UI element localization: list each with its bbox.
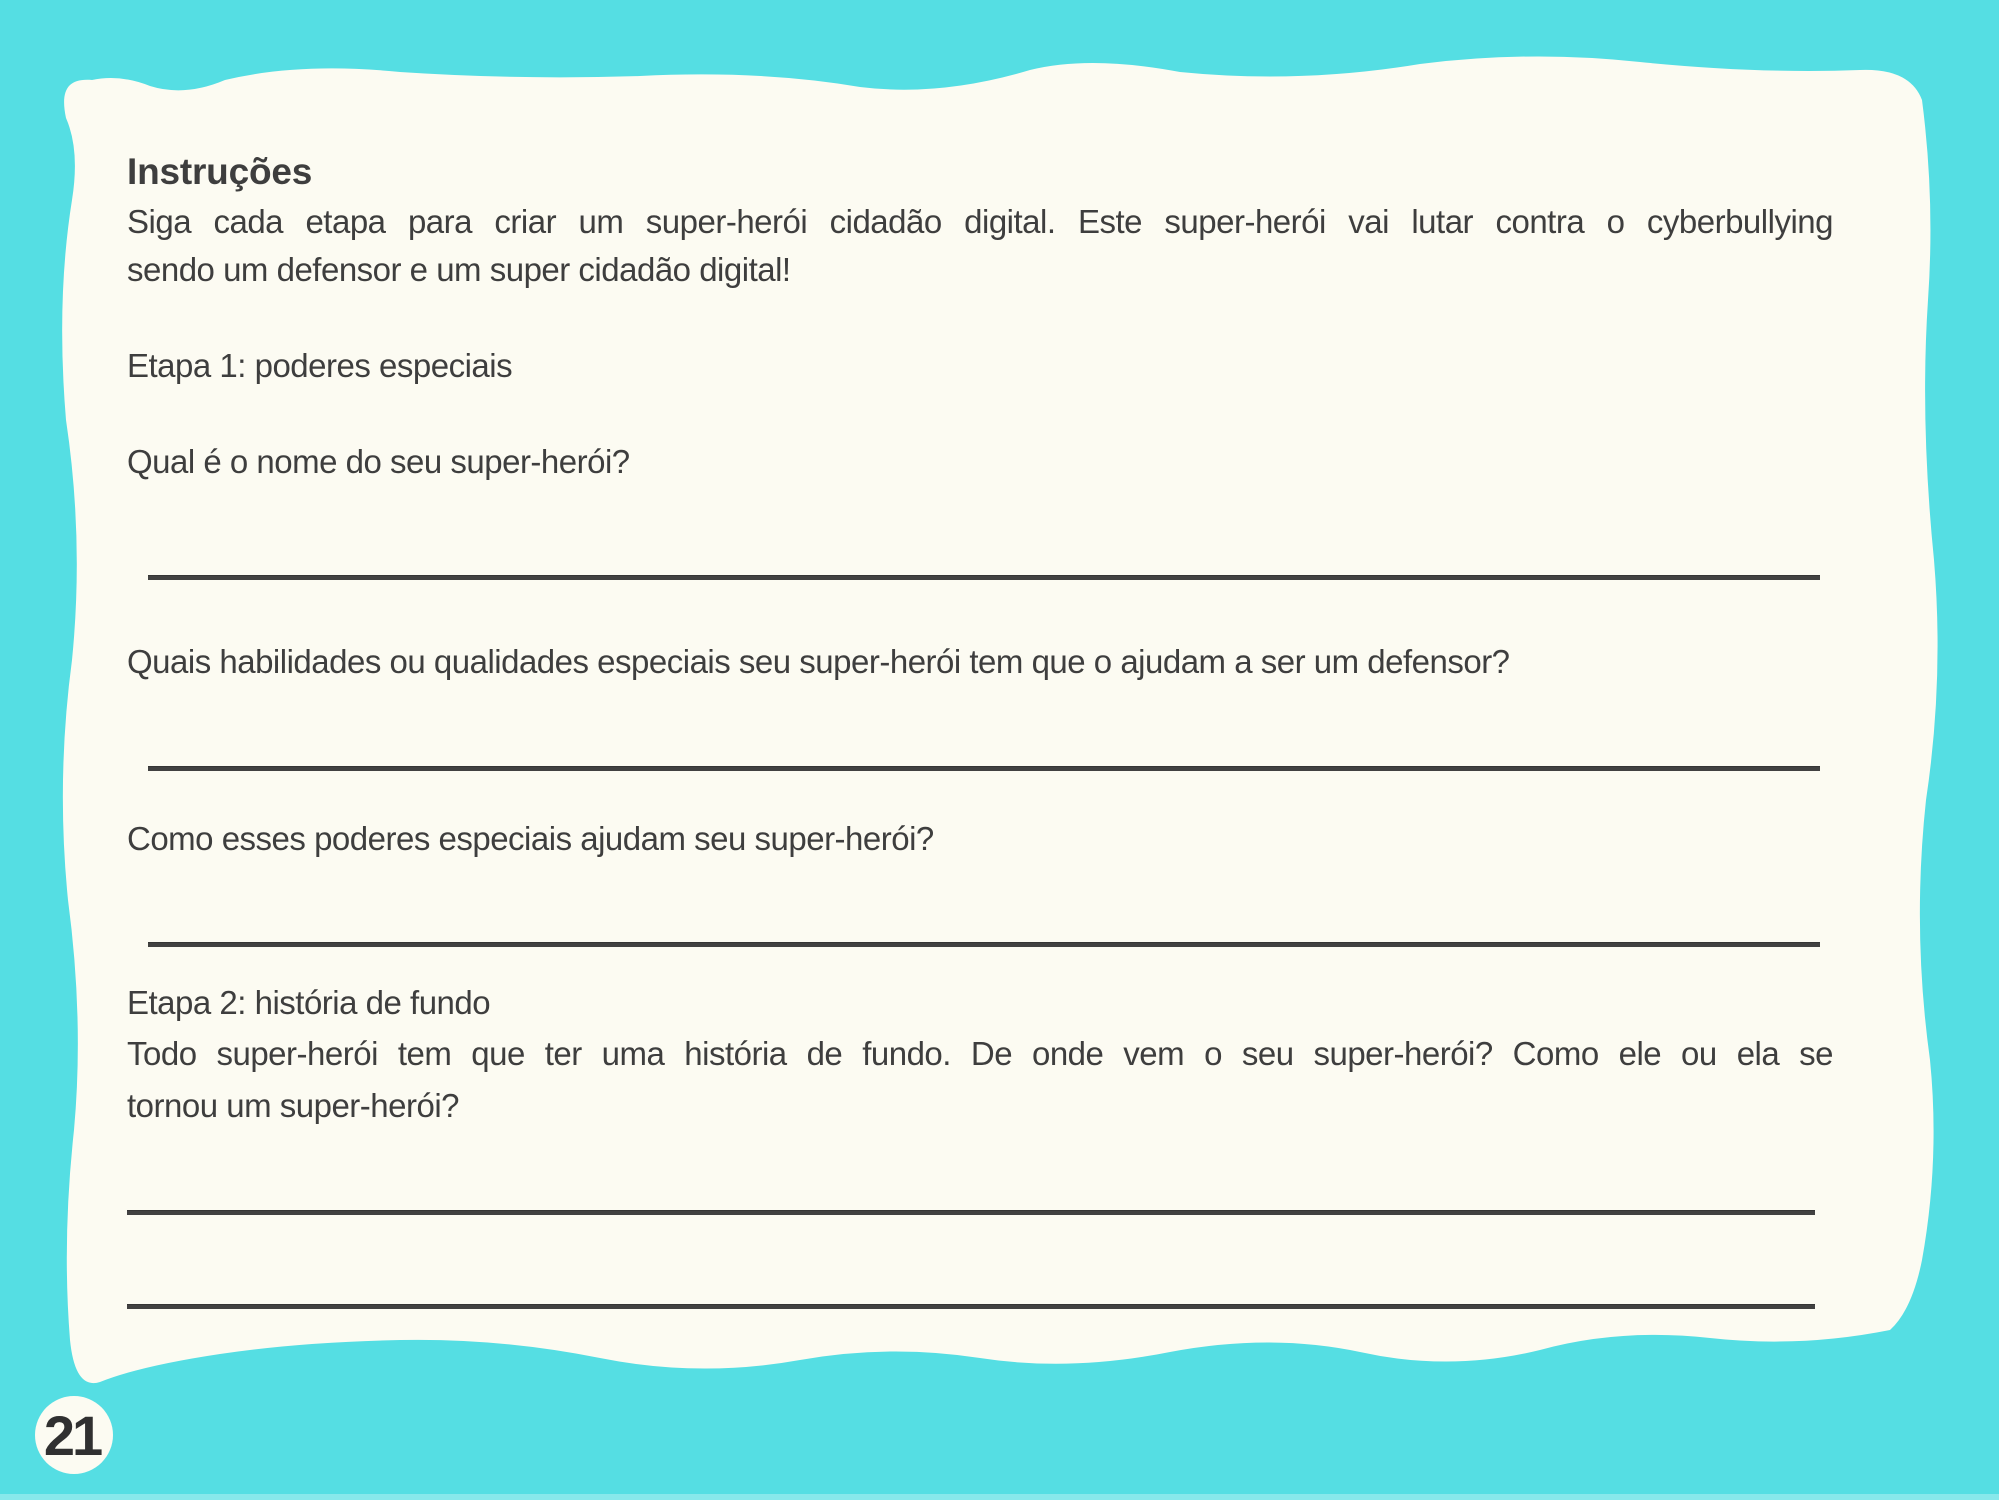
question-2: Quais habilidades ou qualidades especiais seu super-herói tem que o ajudam a ser um defensor? [127, 643, 1510, 680]
step2-text-line-1: Todo super-herói tem que ter uma história de fundo. De onde vem o seu super-herói? Como ele ou ela se [127, 1035, 1833, 1072]
answer-line-2 [148, 766, 1820, 771]
answer-line-5 [127, 1304, 1815, 1309]
step2-title: Etapa 2: história de fundo [127, 984, 491, 1021]
page-number: 21 [43, 1403, 101, 1467]
question-1: Qual é o nome do seu super-herói? [127, 443, 630, 480]
answer-line-1 [148, 575, 1820, 580]
answer-line-3 [148, 942, 1820, 947]
answer-line-4 [127, 1210, 1815, 1215]
intro-paragraph-line-2: sendo um defensor e um super cidadão digital! [127, 251, 791, 288]
intro-paragraph-line-1: Siga cada etapa para criar um super-herói cidadão digital. Este super-herói vai lutar contra o cyberbullying [127, 203, 1833, 240]
step1-title: Etapa 1: poderes especiais [127, 347, 513, 384]
page-title: Instruções [127, 151, 313, 192]
question-3: Como esses poderes especiais ajudam seu super-herói? [127, 820, 934, 857]
page-number-badge [35, 1396, 113, 1474]
step2-text-line-2: tornou um super-herói? [127, 1087, 460, 1124]
bottom-edge-strip [0, 1494, 1999, 1500]
